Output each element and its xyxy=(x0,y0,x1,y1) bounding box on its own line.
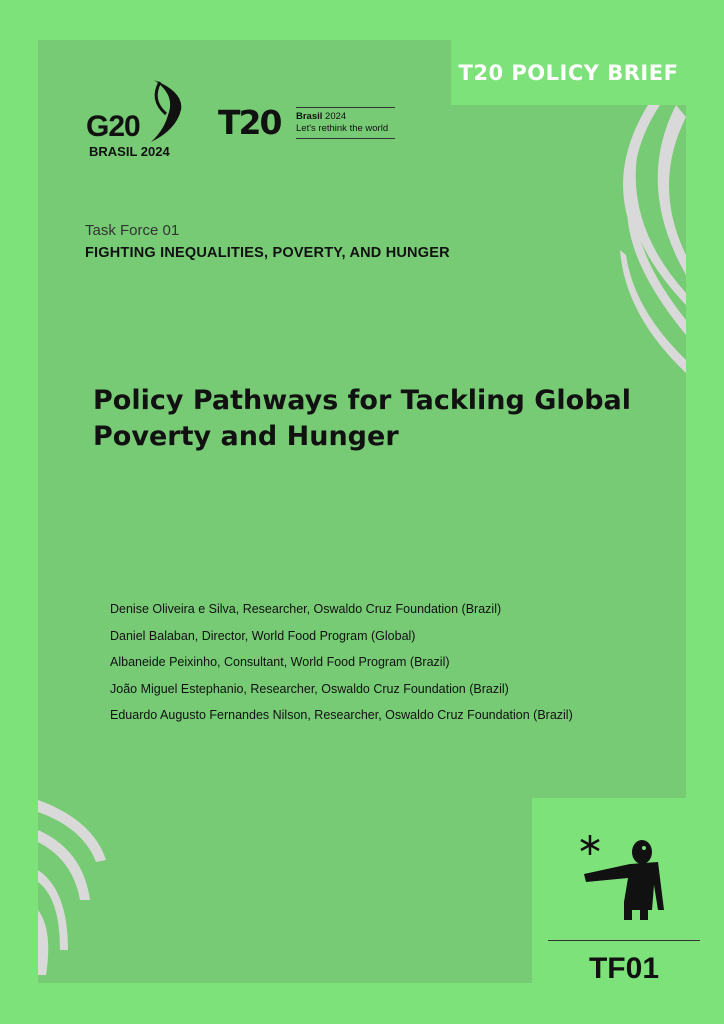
author-item: Daniel Balaban, Director, World Food Program (Global) xyxy=(110,628,416,643)
author-list xyxy=(110,596,573,729)
policy-brief-badge xyxy=(451,40,686,105)
author-item: Eduardo Augusto Fernandes Nilson, Researcher, Oswaldo Cruz Foundation (Brazil) xyxy=(110,708,573,722)
task-force-label: Task Force 01 xyxy=(85,222,180,239)
t20-country: Brasil xyxy=(296,111,323,122)
t20-slogan: Let's rethink the world xyxy=(296,123,389,134)
title-line: Policy Pathways for Tackling Global xyxy=(93,385,632,416)
t20-logo: T20 xyxy=(218,103,281,142)
task-force-name: FIGHTING INEQUALITIES, POVERTY, AND HUNGER xyxy=(85,245,450,261)
author-item: Albaneide Peixinho, Consultant, World Food Program (Brazil) xyxy=(110,655,450,669)
t20-tagline xyxy=(296,107,395,139)
document-title xyxy=(93,383,653,455)
author-item: Denise Oliveira e Silva, Researcher, Oswaldo Cruz Foundation (Brazil) xyxy=(110,602,502,616)
task-force-figure-icon xyxy=(580,830,670,925)
g20-logo xyxy=(86,80,186,160)
g20-flame-icon xyxy=(146,80,186,145)
footer-divider xyxy=(548,940,700,941)
decorative-stripes-bottom-left xyxy=(38,800,108,975)
policy-brief-label: T20 POLICY BRIEF xyxy=(458,60,679,85)
g20-wordmark: G20 xyxy=(86,110,140,143)
t20-year: 2024 xyxy=(325,111,347,122)
author-item: João Miguel Estephanio, Researcher, Oswaldo Cruz Foundation (Brazil) xyxy=(110,681,509,696)
decorative-stripes-top-right xyxy=(600,105,686,375)
task-force-code: TF01 xyxy=(588,952,660,985)
g20-subtitle: BRASIL 2024 xyxy=(89,144,170,159)
title-line: Poverty and Hunger xyxy=(93,421,399,452)
